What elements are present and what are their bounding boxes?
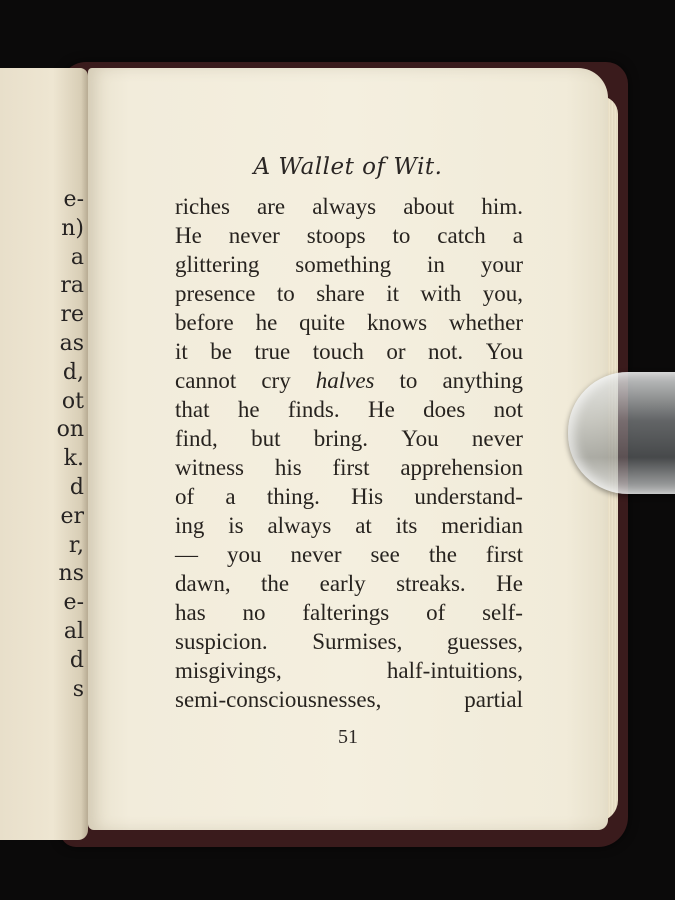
word: self- [482,600,523,625]
word: its [395,513,418,538]
word: falterings [302,600,390,625]
left-page-fragment: ns [58,561,84,587]
word: first [485,542,523,567]
word: your [480,252,523,277]
word: — [175,542,198,567]
word: halves [315,368,375,393]
word: no [242,600,266,625]
text-line [175,453,523,482]
word: glittering [175,252,260,277]
word: half-intuitions, [386,658,523,683]
left-page-fragment: d [69,647,84,673]
word: of [426,600,446,625]
word: Surmises, [312,629,403,654]
word: cannot [175,368,237,393]
word: apprehension [400,455,523,480]
word: never [228,223,280,248]
word: before [175,310,234,335]
text-line [175,308,523,337]
word: His [351,484,384,509]
word: touch [312,339,364,364]
word: but [251,426,281,451]
word: riches [175,194,230,219]
running-head: A Wallet of Wit. [253,154,443,180]
word: are [257,194,286,219]
word: does [423,397,466,422]
word: be [210,339,232,364]
word: never [290,542,342,567]
word: guesses, [446,629,523,654]
right-page [88,68,608,830]
word: witness [175,455,244,480]
word: he [255,310,278,335]
word: catch [437,223,486,248]
text-line [175,656,523,685]
word: cry [261,368,291,393]
page-number: 51 [338,726,358,748]
word: never [471,426,523,451]
word: presence [175,281,256,306]
left-page [0,68,88,840]
text-line [175,627,523,656]
left-page-fragment: re [60,302,84,328]
word: the [428,542,457,567]
word: find, [175,426,218,451]
word: you, [482,281,523,306]
left-page-fragment: ot [61,388,84,414]
word: he [237,397,260,422]
word: anything [442,368,523,393]
word: or [386,339,406,364]
word: about [403,194,455,219]
left-page-fragment: e- [63,590,84,616]
text-line [175,337,523,366]
word: him. [481,194,523,219]
text-line [175,395,523,424]
left-page-fragment: s [72,676,84,702]
word: streaks. [396,571,466,596]
word: ing [175,513,205,538]
text-line [175,221,523,250]
word: not [493,397,523,422]
word: knows [367,310,428,335]
word: in [427,252,445,277]
word: of [175,484,195,509]
word: that [175,397,210,422]
word: something [295,252,392,277]
word: whether [448,310,523,335]
left-page-fragment: al [63,619,84,644]
word: it [175,339,188,364]
left-page-fragment: er [60,503,84,529]
word: dawn, [175,571,231,596]
word: You [401,426,439,451]
word: to [399,368,418,393]
text-line [175,569,523,598]
word: to [276,281,295,306]
text-line [175,598,523,627]
word: to [392,223,411,248]
left-page-fragment: a [70,244,84,270]
text-line [175,279,523,308]
text-line [175,511,523,540]
word: thing. [266,484,320,509]
word: always [312,194,377,219]
word: He [496,571,523,596]
left-page-fragment: ra [60,273,84,299]
text-line [175,366,523,395]
word: a [512,223,523,248]
word: semi-consciousnesses, [175,687,382,712]
page-clip [568,372,675,494]
word: always [267,513,332,538]
word: with [420,281,462,306]
word: understand- [414,484,523,509]
word: He [367,397,395,422]
word: partial [464,687,523,712]
word: you [226,542,262,567]
word: has [175,600,206,625]
word: early [319,571,366,596]
text-line [175,482,523,511]
text-line [175,685,523,714]
word: it [386,281,399,306]
left-page-fragment: as [59,331,84,356]
word: You [485,339,523,364]
word: not. [428,339,464,364]
word: stoops [306,223,366,248]
word: at [355,513,372,538]
text-line [175,424,523,453]
word: suspicion. [175,629,268,654]
word: quite [299,310,346,335]
word: misgivings, [175,658,282,683]
word: finds. [287,397,340,422]
left-page-fragment: e- [63,187,84,212]
text-line [175,250,523,279]
text-line [175,192,523,221]
text-line [175,540,523,569]
word: see [370,542,400,567]
left-page-fragment: on [56,417,84,443]
left-page-fragment: r, [68,532,84,558]
word: share [316,281,365,306]
left-page-fragment: d, [62,359,84,385]
word: the [261,571,290,596]
left-page-fragment: n) [61,215,84,241]
word: is [228,513,244,538]
word: a [225,484,236,509]
word: bring. [313,426,369,451]
word: He [175,223,202,248]
word: first [332,455,370,480]
left-page-fragment: d [69,475,84,500]
word: true [254,339,291,364]
left-page-fragment: k. [63,446,84,472]
word: meridian [441,513,523,538]
body-text [175,192,523,714]
word: his [274,455,302,480]
